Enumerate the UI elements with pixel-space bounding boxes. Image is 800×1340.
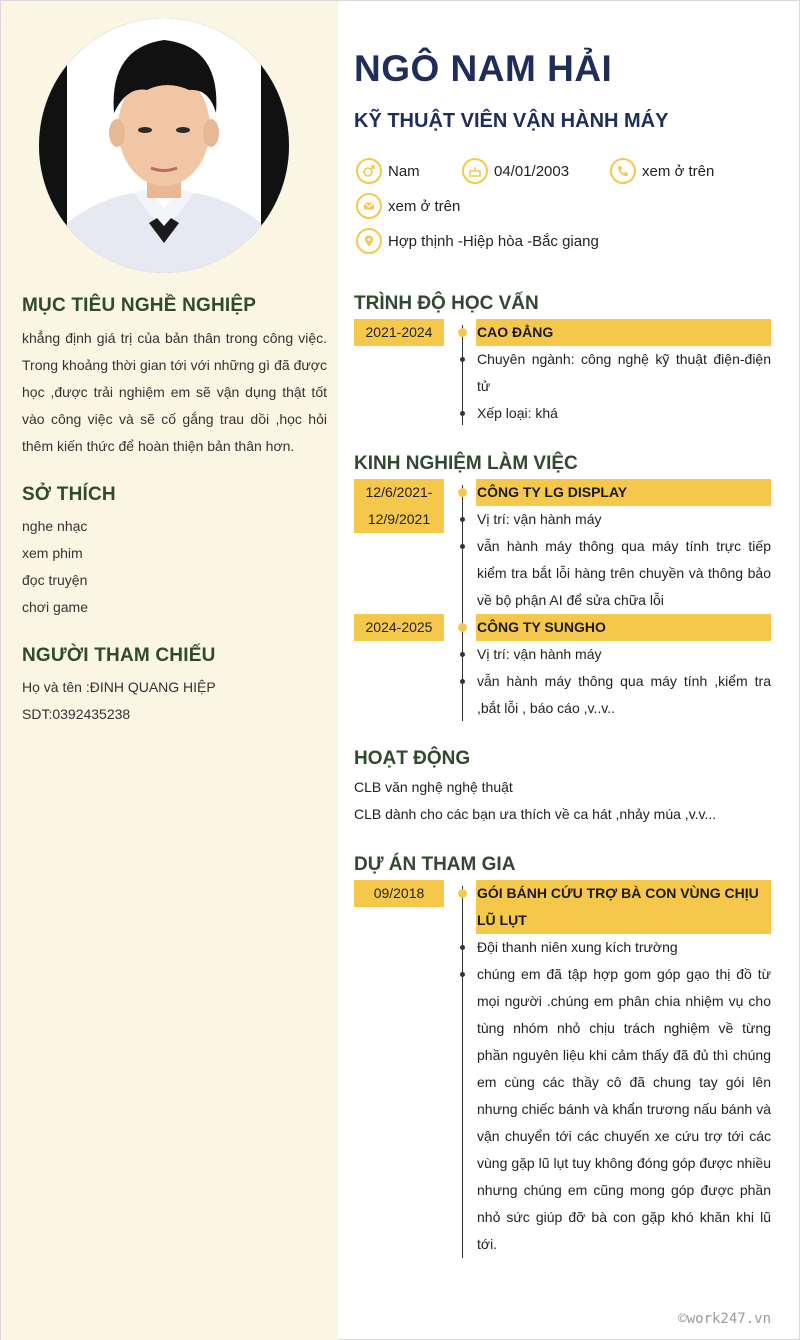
bullet-dot xyxy=(460,972,465,977)
cake-icon xyxy=(462,158,488,184)
map-pin-icon xyxy=(356,228,382,254)
hobby-item: nghe nhạc xyxy=(22,518,88,534)
phone-icon xyxy=(610,158,636,184)
references-heading: NGƯỜI THAM CHIẾU xyxy=(22,645,216,666)
address-value: Hợp thịnh -Hiệp hòa -Bắc giang xyxy=(388,232,599,250)
job-title: KỸ THUẬT VIÊN VẬN HÀNH MÁY xyxy=(354,110,669,132)
sidebar xyxy=(1,1,338,1340)
hobbies-heading: SỞ THÍCH xyxy=(22,484,116,505)
education-date: 2021-2024 xyxy=(354,319,444,346)
job-company: CÔNG TY LG DISPLAY xyxy=(476,479,771,506)
project-role: Đội thanh niên xung kích trường xyxy=(477,939,678,955)
bullet-dot xyxy=(460,945,465,950)
projects-timeline xyxy=(462,886,463,1258)
job-description: vẫn hành máy thông qua máy tính trực tiếp kiểm tra bắt lỗi hàng trên chuyền và thông bảo về bộ phận AI để sửa chữa lỗi xyxy=(477,538,771,608)
objective-text: khẳng định giá trị của bản thân trong công việc. Trong khoảng thời gian tới với những gì đã được học ,được trải nghiệm em sẽ vận dụng thật tốt vào công việc và sẽ cố gắng trau dồi ,học hỏi thêm kiến thức để hoàn thiện bản thân hơn. xyxy=(22,330,327,454)
timeline-dot xyxy=(458,889,467,898)
gender-info xyxy=(356,158,420,184)
timeline-dot xyxy=(458,328,467,337)
timeline-dot xyxy=(458,488,467,497)
job-description: vẫn hành máy thông qua máy tính ,kiểm tra ,bắt lỗi , báo cáo ,v..v.. xyxy=(477,673,771,716)
projects-heading: DỰ ÁN THAM GIA xyxy=(354,854,516,875)
candidate-name: NGÔ NAM HẢI xyxy=(354,48,613,89)
education-heading: TRÌNH ĐỘ HỌC VẤN xyxy=(354,293,539,314)
hobbies-list xyxy=(22,513,88,621)
education-timeline xyxy=(462,325,463,425)
bullet-dot xyxy=(460,544,465,549)
email-info xyxy=(356,193,460,219)
envelope-icon xyxy=(356,193,382,219)
timeline-dot xyxy=(458,623,467,632)
phone-value: xem ở trên xyxy=(642,162,715,180)
job-position: Vị trí: vận hành máy xyxy=(477,646,602,662)
education-grade: Xếp loại: khá xyxy=(477,405,558,421)
hobby-item: chơi game xyxy=(22,599,88,615)
education-title: CAO ĐẲNG xyxy=(476,319,771,346)
hobby-item: xem phim xyxy=(22,545,83,561)
bullet-dot xyxy=(460,517,465,522)
bullet-dot xyxy=(460,357,465,362)
job-company: CÔNG TY SUNGHO xyxy=(476,614,771,641)
references-list xyxy=(22,674,216,728)
address-info xyxy=(356,228,599,254)
bullet-dot xyxy=(460,411,465,416)
gender-icon xyxy=(356,158,382,184)
gender-value: Nam xyxy=(388,162,420,180)
reference-phone: SDT:0392435238 xyxy=(22,706,131,722)
hobby-item: đọc truyện xyxy=(22,572,88,588)
profile-photo xyxy=(39,18,289,273)
birthdate-info xyxy=(462,158,569,184)
phone-info xyxy=(610,158,714,184)
bullet-dot xyxy=(460,679,465,684)
project-date: 09/2018 xyxy=(354,880,444,907)
education-major: Chuyên ngành: công nghệ kỹ thuật điện-điện tử xyxy=(477,351,771,394)
reference-name: Họ và tên :ĐINH QUANG HIỆP xyxy=(22,679,216,695)
experience-heading: KINH NGHIỆM LÀM VIỆC xyxy=(354,453,578,474)
activity-item: CLB dành cho các bạn ưa thích về ca hát ,nhảy múa ,v.v... xyxy=(354,806,717,822)
bullet-dot xyxy=(460,652,465,657)
birthdate-value: 04/01/2003 xyxy=(494,162,570,180)
project-title: GÓI BÁNH CỨU TRỢ BÀ CON VÙNG CHỊU LŨ LỤT xyxy=(476,880,771,934)
watermark: ©work247.vn xyxy=(678,1311,771,1327)
objective-heading: MỤC TIÊU NGHỀ NGHIỆP xyxy=(22,295,257,316)
job-date: 2024-2025 xyxy=(354,614,444,641)
job-date: 12/6/2021-12/9/2021 xyxy=(354,479,444,533)
project-description: chúng em đã tập hợp gom góp gạo thị đồ từ mọi người .chúng em phân chia nhiệm vụ cho tùng nhóm nhỏ chịu trách nghiệm về từng phần nguyên liệu khi cảm thấy đã đủ thì chúng em cùng các thầy cô đã chung tay gói lên nhưng chiếc bánh và khẩn trương nấu bánh và vận chuyển tới các chuyến xe cứu trợ tới các vùng gặp lũ lụt tuy không đóng góp được nhiều nhưng chúng em cũng mong góp được phần nhỏ sức giúp đỡ bà con gặp khó khăn khi lũ tới. xyxy=(477,966,771,1252)
activities-heading: HOẠT ĐỘNG xyxy=(354,748,471,769)
activity-item: CLB văn nghệ nghệ thuật xyxy=(354,779,513,795)
job-position: Vị trí: vận hành máy xyxy=(477,511,602,527)
email-value: xem ở trên xyxy=(388,197,461,215)
